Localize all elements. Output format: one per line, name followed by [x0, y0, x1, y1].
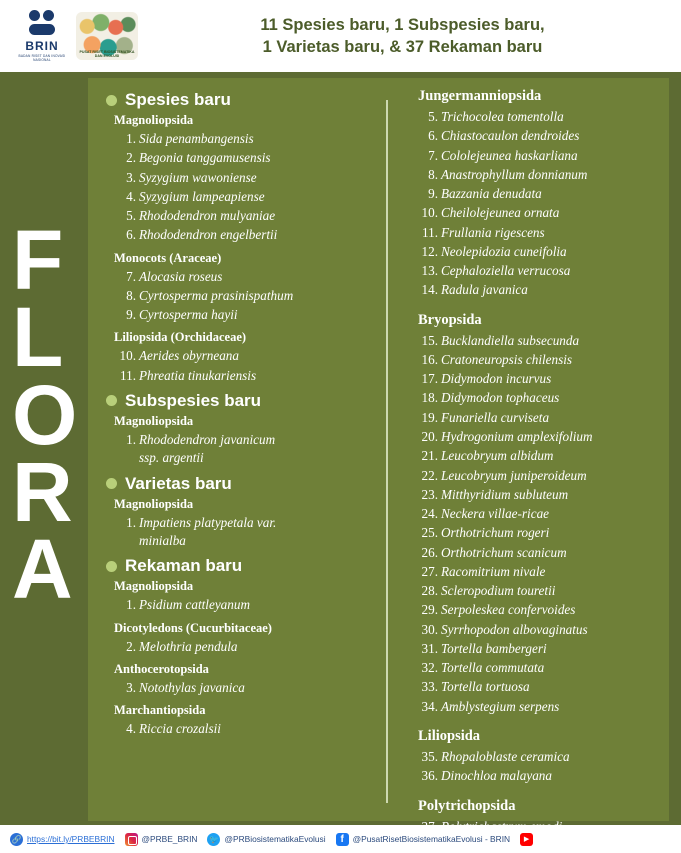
- section-title: Varietas baru: [125, 473, 232, 493]
- item-number: 2.: [126, 638, 136, 654]
- species-list: [116, 719, 380, 738]
- list-item: [418, 146, 663, 165]
- item-subname: ssp. argentii: [139, 450, 204, 466]
- bullet-icon: [106, 95, 117, 106]
- footer-link-instagram[interactable]: [125, 833, 198, 846]
- brin-logo-text: BRIN: [25, 38, 59, 53]
- item-number: 36.: [421, 768, 438, 784]
- item-name: Orthotrichum rogeri: [441, 525, 550, 541]
- item-number: 17.: [421, 371, 438, 387]
- item-number: 26.: [421, 544, 438, 560]
- list-item: [116, 206, 380, 225]
- item-number: 22.: [421, 467, 438, 483]
- right-column: [386, 78, 669, 821]
- item-name: Amblystegium serpens: [441, 698, 560, 714]
- item-number: 34.: [421, 698, 438, 714]
- item-number: 8.: [428, 166, 438, 182]
- item-name: Cratoneuropsis chilensis: [441, 351, 573, 367]
- list-item: [116, 719, 380, 738]
- list-item: [418, 697, 663, 716]
- item-number: 1.: [126, 514, 136, 530]
- item-name: Cephaloziella verrucosa: [441, 263, 571, 279]
- species-list: [116, 346, 380, 385]
- group-title: Magnoliopsida: [114, 413, 194, 428]
- list-item: [418, 369, 663, 388]
- item-number: 30.: [421, 621, 438, 637]
- item-number: 9.: [428, 186, 438, 202]
- item-name: Impatiens platypetala var.: [139, 514, 277, 530]
- list-item: [418, 223, 663, 242]
- item-number: 11.: [422, 224, 438, 240]
- list-item: [418, 261, 663, 280]
- item-name: Psidium cattleyanum: [139, 597, 250, 613]
- item-number: 1.: [126, 131, 136, 146]
- item-name: Rhododendron javanicum: [139, 431, 276, 447]
- item-name: Anastrophyllum donnianum: [441, 166, 588, 182]
- footer-label[interactable]: @PRBiosistematikaEvolusi: [224, 834, 326, 844]
- section-header-subspesies-baru: [106, 391, 380, 411]
- list-item: [418, 446, 663, 465]
- group-title: Magnoliopsida: [114, 496, 194, 511]
- section-title: Rekaman baru: [125, 556, 243, 576]
- group-title: Dicotyledons (Cucurbitaceae): [114, 620, 272, 635]
- item-name: Serpoleskea confervoides: [441, 602, 576, 618]
- species-list: [116, 637, 380, 656]
- section-header-rekaman-baru: [106, 556, 380, 576]
- list-item: [418, 677, 663, 696]
- facebook-icon: [336, 833, 349, 846]
- list-item: [418, 600, 663, 619]
- flora-letter: O: [12, 367, 78, 462]
- list-item: [418, 620, 663, 639]
- item-name: Dinochloa malayana: [441, 768, 552, 784]
- footer-link-facebook[interactable]: [336, 833, 510, 846]
- item-number: 25.: [421, 525, 438, 541]
- item-name: Syzygium lampeapiense: [139, 188, 265, 204]
- footer-label[interactable]: @PusatRisetBiosistematikaEvolusi - BRIN: [352, 834, 511, 844]
- item-name: Tortella tortuosa: [441, 679, 530, 695]
- list-item: [116, 225, 380, 244]
- item-name: Riccia crozalsii: [139, 721, 221, 737]
- twitter-icon: [207, 833, 220, 846]
- list-item: [418, 504, 663, 523]
- list-item: [418, 766, 663, 785]
- group-title: Liliopsida (Orchidaceae): [114, 330, 247, 345]
- flora-watermark: [6, 213, 116, 617]
- species-list: [116, 267, 380, 325]
- poster-footer: [0, 825, 681, 853]
- item-number: 2.: [126, 150, 136, 166]
- item-number: 7.: [428, 147, 438, 163]
- item-number: 31.: [421, 640, 438, 656]
- list-item: [418, 165, 663, 184]
- list-item: [418, 388, 663, 407]
- group-title: Jungermanniopsida: [418, 88, 542, 104]
- list-item: [116, 513, 380, 532]
- list-item: [116, 286, 380, 305]
- item-name: Sida penambangensis: [139, 131, 254, 146]
- item-name: Racomitrium nivale: [441, 563, 546, 579]
- item-number: 1.: [126, 597, 136, 613]
- list-item: [116, 366, 380, 385]
- item-name: Tortella bambergeri: [441, 640, 547, 656]
- item-name: Didymodon incurvus: [441, 371, 552, 387]
- item-name: Alocasia roseus: [139, 268, 223, 284]
- species-list: [116, 129, 380, 245]
- item-number: 19.: [421, 409, 438, 425]
- brin-logo-subtext: BADAN RISET DAN INOVASI NASIONAL: [18, 53, 66, 62]
- item-number: 29.: [421, 602, 438, 618]
- list-item: [116, 148, 380, 167]
- item-number: 4.: [126, 721, 136, 737]
- item-name: Syzygium wawoniense: [139, 169, 257, 185]
- item-number: 3.: [126, 169, 136, 185]
- flora-letter: L: [12, 290, 64, 385]
- item-number: 6.: [428, 128, 438, 144]
- list-item: [116, 595, 380, 614]
- group-title: Magnoliopsida: [114, 113, 194, 127]
- item-number: 33.: [421, 679, 438, 695]
- item-number: 24.: [421, 506, 438, 522]
- list-item: [116, 678, 380, 697]
- group-title: Monocots (Araceae): [114, 250, 222, 265]
- item-name: Cyrtosperma hayii: [139, 307, 238, 323]
- item-number: 27.: [421, 563, 438, 579]
- list-item: [418, 350, 663, 369]
- item-number: 23.: [421, 486, 438, 502]
- item-name: Funariella curviseta: [441, 409, 550, 425]
- list-item: [418, 126, 663, 145]
- item-number: 20.: [421, 428, 438, 444]
- list-item: [418, 203, 663, 222]
- group-title: Bryopsida: [418, 311, 482, 328]
- item-number: 12.: [421, 243, 438, 259]
- list-item: [418, 485, 663, 504]
- prbe-logo-caption: PUSAT RISET BIOSISTEMATIKA DAN EVOLUSI: [79, 50, 135, 58]
- item-name: Melothria pendula: [139, 638, 238, 654]
- brin-mark-icon: [29, 10, 55, 36]
- item-name: Radula javanica: [441, 282, 528, 298]
- item-name: Rhododendron engelbertii: [139, 227, 278, 243]
- species-list: [418, 107, 663, 300]
- item-number: 18.: [421, 390, 438, 406]
- list-item: [418, 107, 663, 126]
- item-name: Tortella commutata: [441, 660, 545, 676]
- item-name: Leucobryum juniperoideum: [441, 467, 587, 483]
- item-number: 5.: [126, 208, 136, 224]
- group-title: Polytrichopsida: [418, 797, 516, 814]
- section-header-varietas-baru: [106, 474, 380, 494]
- item-number: 16.: [421, 351, 438, 367]
- footer-label[interactable]: @PRBE_BRIN: [141, 834, 198, 844]
- list-item: [116, 637, 380, 656]
- item-name: Orthotrichum scanicum: [441, 544, 567, 560]
- list-item: [418, 331, 663, 350]
- list-item: [116, 129, 380, 148]
- list-item: [116, 430, 380, 449]
- group-title: Magnoliopsida: [114, 579, 194, 594]
- youtube-icon: [520, 833, 533, 846]
- list-item: [116, 346, 380, 365]
- item-number: 15.: [421, 332, 438, 348]
- item-name: Begonia tanggamusensis: [139, 150, 271, 166]
- item-name: Chiastocaulon dendroides: [441, 128, 580, 144]
- item-name: Frullania rigescens: [441, 224, 545, 240]
- item-name: Syrrhopodon albovaginatus: [441, 621, 588, 637]
- poster-header: [0, 0, 681, 72]
- group-title: Liliopsida: [418, 727, 481, 744]
- item-number: 3.: [126, 679, 136, 695]
- left-column: [88, 78, 386, 821]
- item-number: 8.: [126, 287, 136, 303]
- list-item: [418, 523, 663, 542]
- item-number: 28.: [421, 583, 438, 599]
- list-item: [418, 466, 663, 485]
- item-name: Cyrtosperma prasinispathum: [139, 287, 294, 303]
- item-number: 11.: [120, 367, 136, 383]
- item-name: Aerides obyrneana: [139, 348, 239, 364]
- list-item: [418, 184, 663, 203]
- list-item: [418, 242, 663, 261]
- item-name: Notothylas javanica: [139, 679, 245, 695]
- item-name: Rhopaloblaste ceramica: [441, 748, 570, 764]
- species-list: [116, 513, 380, 532]
- poster-body: [0, 72, 681, 825]
- item-name: Mitthyridium subluteum: [441, 486, 569, 502]
- list-item: [418, 747, 663, 766]
- item-number: 5.: [428, 109, 438, 124]
- footer-link-youtube[interactable]: [520, 833, 537, 846]
- species-list: [116, 430, 380, 449]
- footer-link-twitter[interactable]: [207, 833, 325, 846]
- item-number: 21.: [421, 448, 438, 464]
- item-name: Didymodon tophaceus: [441, 390, 560, 406]
- item-number: 6.: [126, 227, 136, 243]
- list-item: [116, 187, 380, 206]
- item-number: 10.: [119, 348, 136, 364]
- list-item: [418, 427, 663, 446]
- list-item: [418, 562, 663, 581]
- item-number: 1.: [126, 431, 136, 447]
- list-item: [418, 408, 663, 427]
- item-name: Neckera villae-ricae: [441, 506, 550, 522]
- item-name: Rhododendron mulyaniae: [139, 208, 276, 224]
- species-list: [116, 595, 380, 614]
- species-list: [418, 747, 663, 786]
- item-name: Cheilolejeunea ornata: [441, 205, 560, 221]
- section-title: Spesies baru: [125, 90, 231, 109]
- group-title: Anthocerotopsida: [114, 661, 209, 676]
- item-name: Leucobryum albidum: [441, 448, 554, 464]
- list-item: [116, 168, 380, 187]
- species-list: [116, 678, 380, 697]
- item-number: 4.: [126, 188, 136, 204]
- list-item: [418, 639, 663, 658]
- species-list: [418, 331, 663, 716]
- instagram-icon: [125, 833, 138, 846]
- item-name: Neolepidozia cuneifolia: [441, 243, 567, 259]
- item-number: 13.: [421, 263, 438, 279]
- item-number: 14.: [421, 282, 438, 298]
- list-item: [418, 581, 663, 600]
- flora-letter: A: [12, 522, 73, 617]
- section-title: Subspesies baru: [125, 390, 262, 410]
- item-name: Trichocolea tomentolla: [441, 109, 564, 124]
- page-title: 11 Spesies baru, 1 Subspesies baru, 1 Varietas baru, & 37 Rekaman baru: [260, 15, 545, 56]
- flora-letter: F: [12, 213, 64, 307]
- item-name: Scleropodium touretii: [441, 583, 556, 599]
- item-number: 7.: [126, 268, 136, 284]
- item-name: Phreatia tinukariensis: [139, 367, 257, 383]
- item-name: Bazzania denudata: [441, 186, 542, 202]
- brin-logo: [14, 6, 70, 66]
- list-item: [116, 305, 380, 324]
- item-number: 9.: [126, 307, 136, 323]
- list-item: [116, 267, 380, 286]
- item-number: 35.: [421, 748, 438, 764]
- item-name: Cololejeunea haskarliana: [441, 147, 578, 163]
- content-panel: [88, 78, 669, 821]
- list-item: [418, 543, 663, 562]
- link-icon: [10, 833, 23, 846]
- flora-letter: R: [12, 444, 73, 539]
- prbe-logo: [76, 12, 138, 60]
- footer-link-website[interactable]: [10, 833, 115, 846]
- item-number: 32.: [421, 660, 438, 676]
- footer-label[interactable]: https://bit.ly/PRBEBRIN: [27, 834, 115, 844]
- list-item: [418, 658, 663, 677]
- item-subname: minialba: [139, 532, 186, 548]
- group-title: Marchantiopsida: [114, 703, 206, 718]
- item-number: 10.: [421, 205, 438, 221]
- item-name: Hydrogonium amplexifolium: [441, 428, 593, 444]
- list-item: [418, 280, 663, 299]
- section-header-spesies-baru: [106, 90, 380, 110]
- item-name: Bucklandiella subsecunda: [441, 332, 580, 348]
